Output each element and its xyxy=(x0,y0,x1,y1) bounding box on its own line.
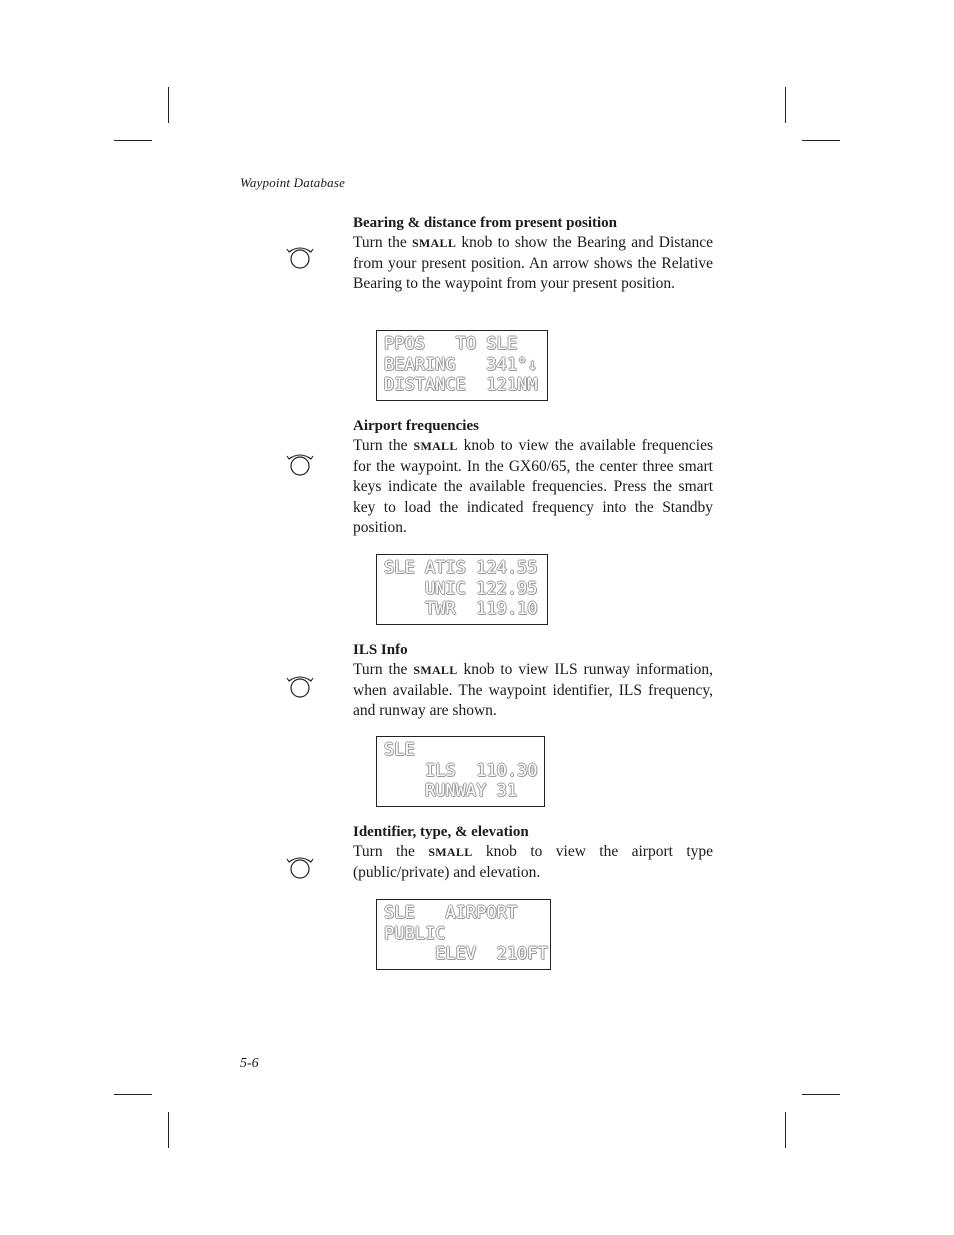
section-heading: Airport frequencies xyxy=(353,418,479,434)
lcd-line: SLE ATIS 124.55 xyxy=(384,558,538,578)
small-knob-label: SMALL xyxy=(413,663,458,677)
small-knob-icon xyxy=(284,853,316,881)
lcd-line: ELEV 210FT xyxy=(384,944,548,964)
body-text: knob to view ILS runway information, when available. The waypoint identifier, ILS frequency, and runway are shown. xyxy=(353,661,714,719)
crop-mark xyxy=(802,140,840,141)
lcd-line: ILS 110.30 xyxy=(384,760,538,781)
crop-mark xyxy=(802,1094,840,1095)
lcd-display xyxy=(376,899,551,970)
section-ils-info xyxy=(353,640,713,722)
body-text: knob to show the Bearing and Distance from your present position. An arrow shows the Relative Bearing to the waypoint from your present position. xyxy=(353,234,714,292)
body-text: Turn the xyxy=(353,661,408,678)
section-identifier-type-elevation xyxy=(353,822,713,883)
section-heading: ILS Info xyxy=(353,642,408,658)
section-body xyxy=(353,660,713,722)
body-text: Turn the xyxy=(353,234,407,251)
section-body xyxy=(353,842,713,883)
small-knob-icon xyxy=(284,672,316,700)
section-body xyxy=(353,436,713,539)
crop-mark xyxy=(114,140,152,141)
section-bearing-distance xyxy=(353,213,713,295)
lcd-line: SLE AIRPORT xyxy=(384,903,518,923)
crop-mark xyxy=(785,1112,786,1148)
lcd-line: PUBLIC xyxy=(384,923,446,944)
section-airport-frequencies xyxy=(353,416,713,539)
crop-mark xyxy=(114,1094,152,1095)
small-knob-label: SMALL xyxy=(411,236,457,250)
small-knob-label: SMALL xyxy=(413,439,458,453)
lcd-line: PPOS TO SLE xyxy=(384,334,518,354)
crop-mark xyxy=(168,87,169,123)
lcd-display xyxy=(376,330,548,401)
body-text: Turn the xyxy=(353,843,415,860)
body-text: Turn the xyxy=(353,437,408,454)
running-head: Waypoint Database xyxy=(240,175,346,190)
lcd-line: UNIC 122.95 xyxy=(384,578,538,599)
body-text: knob to view the airport type (public/private) and elevation. xyxy=(353,843,714,881)
small-knob-icon xyxy=(284,450,316,478)
lcd-display xyxy=(376,554,548,625)
lcd-line: BEARING 341°↓ xyxy=(384,354,538,375)
lcd-display xyxy=(376,736,545,807)
lcd-line: SLE xyxy=(384,740,415,760)
section-body xyxy=(353,233,713,295)
small-knob-icon xyxy=(284,243,316,271)
crop-mark xyxy=(785,87,786,123)
lcd-line: RUNWAY 31 xyxy=(384,781,518,801)
lcd-line: TWR 119.10 xyxy=(384,599,538,619)
section-heading: Bearing & distance from present position xyxy=(353,215,618,231)
body-text: knob to view the available frequencies for the waypoint. In the GX60/65, the center three smart keys indicate the available frequencies. Press the smart key to load the indicated frequency into the Standby position. xyxy=(353,437,714,536)
small-knob-label: SMALL xyxy=(428,845,473,859)
lcd-line: DISTANCE 121NM xyxy=(384,375,538,395)
crop-mark xyxy=(168,1112,169,1148)
section-heading: Identifier, type, & elevation xyxy=(353,824,529,840)
page-number: 5-6 xyxy=(240,1056,259,1071)
